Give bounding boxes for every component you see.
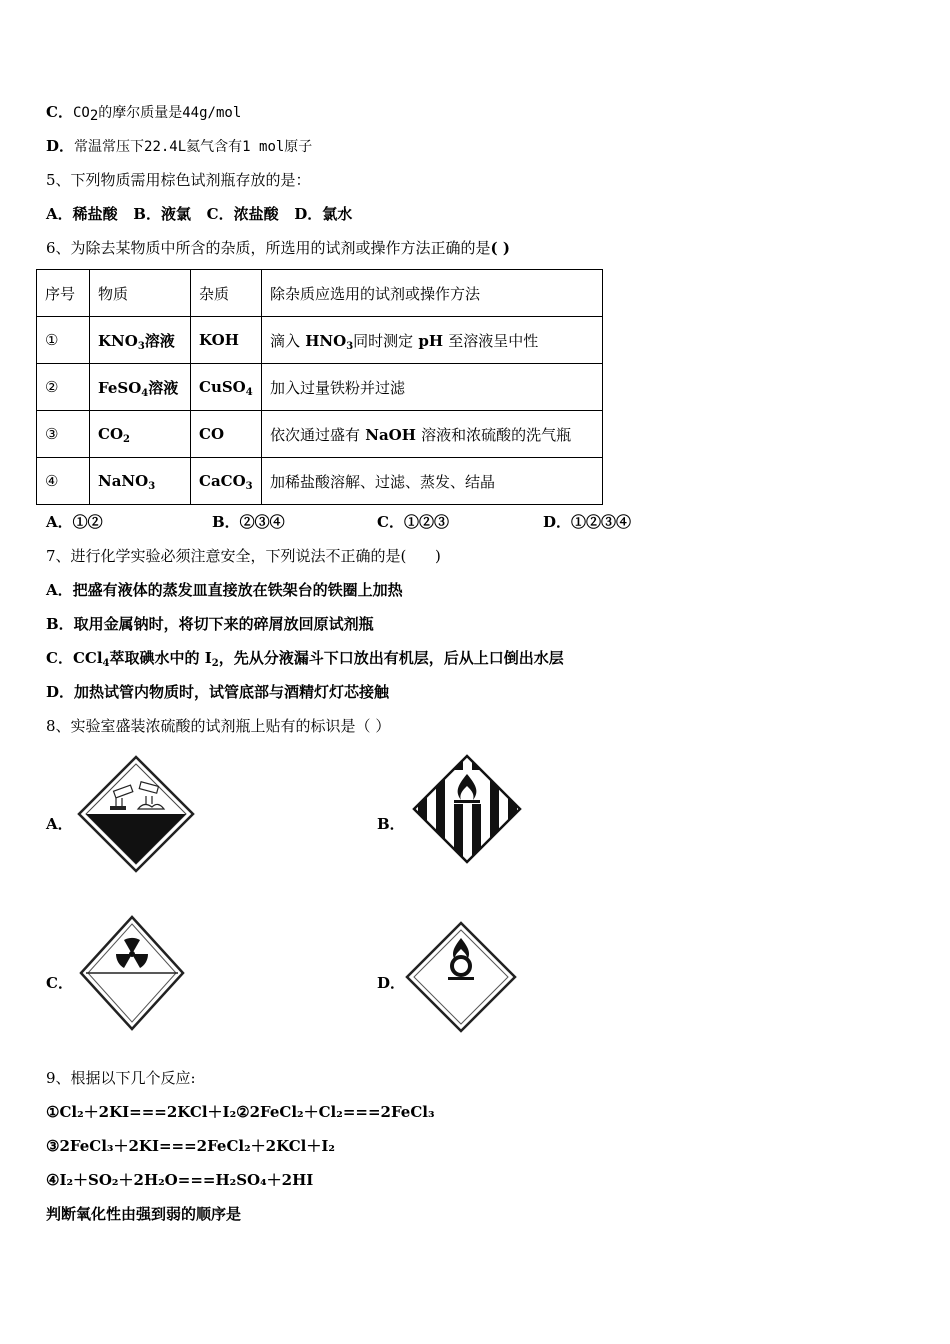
q6-table [36, 269, 603, 505]
method-cell: 加稀盐酸溶解、过滤、蒸发、结晶 [262, 458, 603, 505]
impurity-cell: CuSO$_4$ [191, 364, 262, 411]
q9-judge: 判断氧化性由强到弱的顺序是 [46, 1205, 242, 1223]
header-cell: 除杂质应选用的试剂或操作方法 [262, 270, 603, 317]
method-cell: 依次通过盛有 NaOH 溶液和浓硫酸的洗气瓶 [262, 411, 603, 458]
table-header-row [37, 270, 603, 317]
row-number: ② [37, 364, 90, 411]
table-row [37, 458, 603, 505]
q7-stem: 7、进行化学实验必须注意安全，下列说法不正确的是( ) [46, 547, 441, 565]
q9-reaction-3: ③2FeCl₃＋2KI===2FeCl₂＋2KCl＋I₂ [46, 1137, 335, 1155]
radioactive-sign-icon [78, 914, 186, 1032]
q7-option-b: B．取用金属钠时，将切下来的碎屑放回原试剂瓶 [46, 615, 374, 633]
q9-reaction-1-2: ①Cl₂＋2KI===2KCl＋I₂②2FeCl₂＋Cl₂===2FeCl₃ [46, 1103, 435, 1121]
substance-cell: NaNO$_3$ [90, 458, 191, 505]
substance-cell: $CO_2$ [90, 411, 191, 458]
option-c-line: C．$CO_2$的摩尔质量是44g/mol [46, 103, 242, 124]
q6-option-c: C．①②③ [377, 513, 449, 531]
flammable-solid-sign-icon [410, 752, 524, 866]
q6-option-a: A．①② [46, 513, 103, 531]
impurity-cell: CO [191, 411, 262, 458]
impurity-cell: CaCO$_3$ [191, 458, 262, 505]
oxidizer-sign-icon [404, 920, 518, 1034]
option-d-line: D．常温常压下22.4L氦气含有1 mol原子 [46, 137, 313, 155]
header-cell: 序号 [37, 270, 90, 317]
table-row [37, 317, 603, 364]
q6-option-b: B．②③④ [212, 513, 285, 531]
header-cell: 物质 [90, 270, 191, 317]
method-cell: 加入过量铁粉并过滤 [262, 364, 603, 411]
q8-label-c: C． [46, 974, 73, 992]
q7-option-c: C．CCl$_4$萃取碘水中的 $I_2$，先从分液漏斗下口放出有机层，后从上口倒出水层 [46, 649, 564, 669]
substance-cell: $KNO_3$溶液 [90, 317, 191, 364]
row-number: ① [37, 317, 90, 364]
q7-option-d: D．加热试管内物质时，试管底部与酒精灯灯芯接触 [46, 683, 390, 701]
q6-stem: 6、为除去某物质中所含的杂质，所选用的试剂或操作方法正确的是( ) [46, 239, 510, 257]
impurity-cell: KOH [191, 317, 262, 364]
q8-label-d: D． [377, 974, 406, 992]
table-row [37, 411, 603, 458]
q9-reaction-4: ④I₂＋SO₂＋2H₂O===H₂SO₄＋2HI [46, 1171, 314, 1189]
corrosive-sign-icon [76, 754, 196, 874]
q5-stem: 5、下列物质需用棕色试剂瓶存放的是： [46, 171, 311, 189]
header-cell: 杂质 [191, 270, 262, 317]
q7-option-a: A．把盛有液体的蒸发皿直接放在铁架台的铁圈上加热 [46, 581, 403, 599]
row-number: ③ [37, 411, 90, 458]
row-number: ④ [37, 458, 90, 505]
q8-stem: 8、实验室盛装浓硫酸的试剂瓶上贴有的标识是（ ） [46, 717, 391, 735]
q9-stem: 9、根据以下几个反应: [46, 1069, 196, 1087]
q8-label-b: B． [377, 815, 405, 833]
q5-options: A．稀盐酸 B．液氯 C．浓盐酸 D．氯水 [46, 205, 353, 223]
q8-label-a: A． [46, 815, 73, 833]
method-cell: 滴入 $HNO_3$同时测定 pH 至溶液呈中性 [262, 317, 603, 364]
table-row [37, 364, 603, 411]
q6-option-d: D．①②③④ [543, 513, 632, 531]
substance-cell: FeSO$_4$溶液 [90, 364, 191, 411]
